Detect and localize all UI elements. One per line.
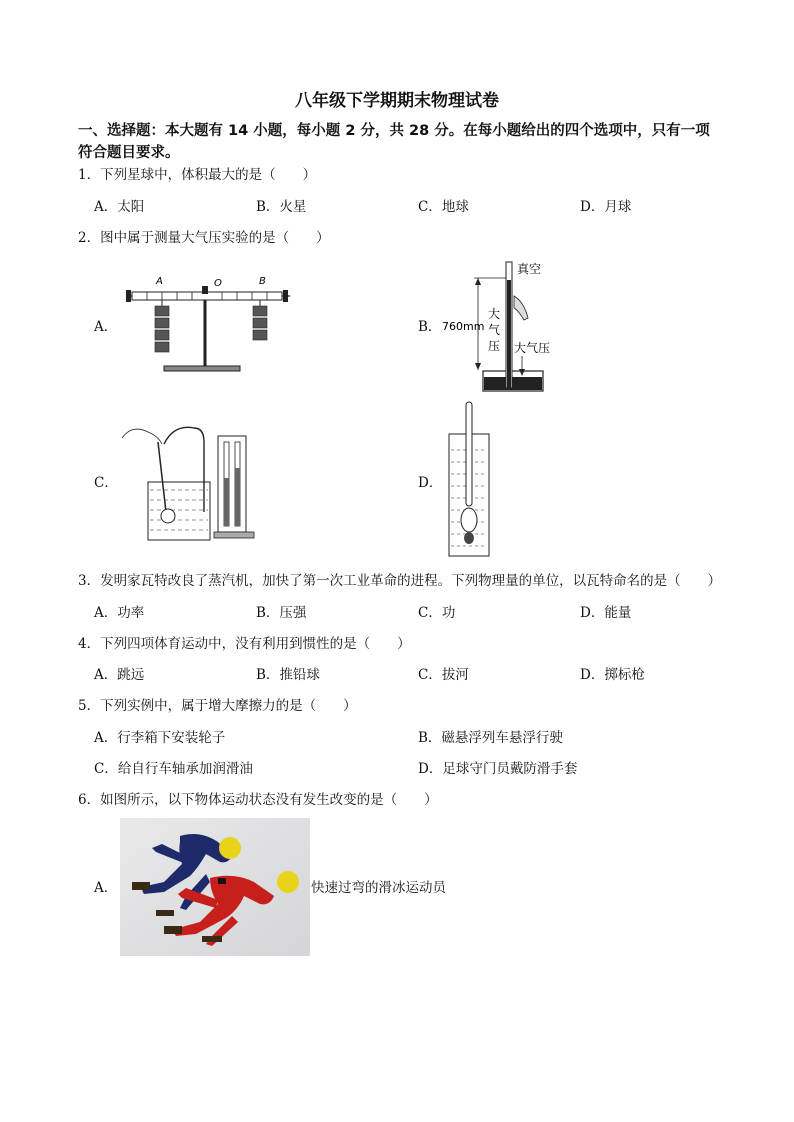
section-heading-line1: 一、选择题：本大题有 14 小题，每小题 2 分，共 28 分。在每小题给出的四个选项中，只有一项 (78, 123, 710, 139)
question-5-option-c: C．给自行车轴承加润滑油 (94, 761, 253, 777)
question-5-option-b: B．磁悬浮列车悬浮行驶 (418, 730, 563, 746)
lever-balance-figure (118, 270, 298, 378)
question-2-option-d: D． (418, 475, 443, 491)
question-2-stem: 2．图中属于测量大气压实验的是（ ） (78, 230, 330, 246)
question-5-option-d: D．足球守门员戴防滑手套 (418, 761, 578, 777)
question-3-stem: 3．发明家瓦特改良了蒸汽机，加快了第一次工业革命的进程。下列物理量的单位，以瓦特命名的是（ ） (78, 573, 722, 589)
question-4-option-a: A．跳远 (94, 667, 145, 683)
vacuum-label: 真空 (517, 262, 542, 276)
atm-vertical-3: 压 (488, 339, 501, 353)
question-4-option-b: B．推铅球 (256, 667, 320, 683)
lever-label-b: B (259, 276, 266, 287)
torricelli-figure (442, 256, 572, 396)
question-3-option-a: A．功率 (94, 605, 145, 621)
section-heading-line2: 符合题目要求。 (78, 145, 180, 161)
lever-label-a: A (156, 276, 163, 287)
atm-vertical-2: 气 (488, 323, 501, 337)
question-1-option-d: D．月球 (580, 199, 632, 215)
atm-vertical-1: 大 (488, 307, 501, 321)
question-4-option-c: C．拔河 (418, 667, 469, 683)
question-2-option-b: B． (418, 319, 442, 335)
question-1-stem: 1．下列星球中，体积最大的是（ ） (78, 167, 317, 183)
atm-label: 大气压 (514, 341, 551, 355)
question-6-option-a-caption: 快速过弯的滑冰运动员 (311, 880, 446, 896)
question-2-option-c: C． (94, 475, 118, 491)
question-6-option-a: A． (94, 880, 118, 896)
question-2-option-a: A． (94, 319, 118, 335)
question-1-option-a: A．太阳 (94, 199, 145, 215)
question-4-stem: 4．下列四项体育运动中，没有利用到惯性的是（ ） (78, 636, 411, 652)
question-5-stem: 5．下列实例中，属于增大摩擦力的是（ ） (78, 698, 357, 714)
question-1-option-c: C．地球 (418, 199, 469, 215)
speed-skaters-photo (120, 818, 310, 956)
question-1-option-b: B．火星 (256, 199, 307, 215)
question-3-option-c: C．功 (418, 605, 456, 621)
hydrometer-figure (444, 400, 494, 560)
question-5-option-a: A．行李箱下安装轮子 (94, 730, 226, 746)
question-4-option-d: D．掷标枪 (580, 667, 645, 683)
height-label: 760mm (442, 320, 485, 333)
question-6-stem: 6．如图所示，以下物体运动状态没有发生改变的是（ ） (78, 792, 438, 808)
exam-title: 八年级下学期期末物理试卷 (295, 91, 499, 111)
lever-label-o: O (214, 278, 222, 289)
question-3-option-d: D．能量 (580, 605, 632, 621)
question-3-option-b: B．压强 (256, 605, 307, 621)
liquid-pressure-figure (118, 418, 266, 544)
section-heading (78, 120, 758, 164)
